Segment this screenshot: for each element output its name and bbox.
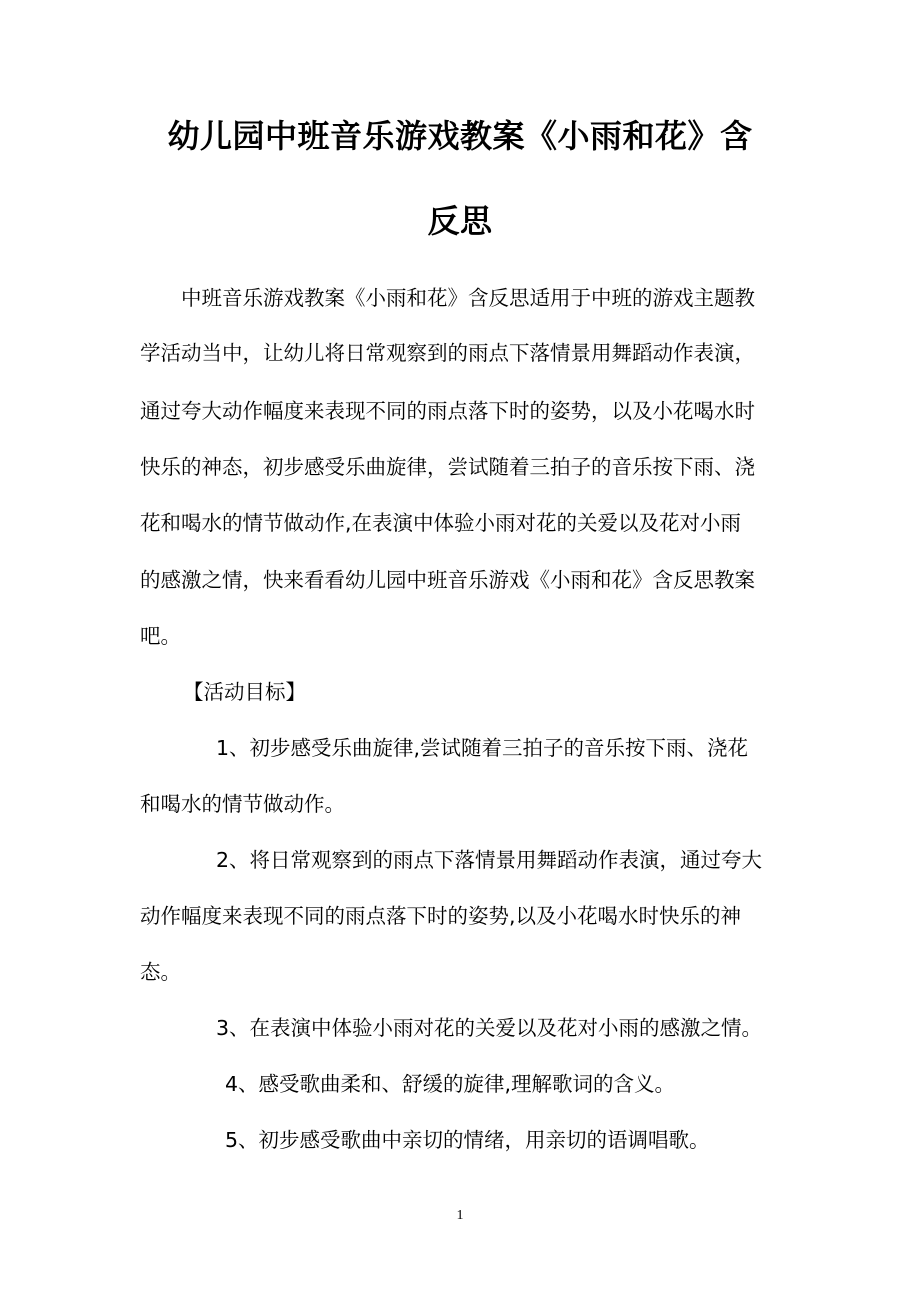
goal-line: 1、初步感受乐曲旋律,尝试随着三拍子的音乐按下雨、浇花 — [216, 736, 749, 760]
section-heading: 【活动目标】 — [183, 680, 306, 704]
goal-line: 5、初步感受歌曲中亲切的情绪，用亲切的语调唱歌。 — [225, 1128, 710, 1152]
intro-line: 快乐的神态，初步感受乐曲旋律，尝试随着三拍子的音乐按下雨、浇 — [140, 455, 755, 479]
intro-line: 吧。 — [140, 624, 181, 648]
goal-line: 动作幅度来表现不同的雨点落下时的姿势,以及小花喝水时快乐的神 — [140, 904, 742, 928]
document-title-line-2: 反思 — [427, 202, 493, 240]
intro-line: 学活动当中，让幼儿将日常观察到的雨点下落情景用舞蹈动作表演， — [140, 341, 755, 365]
goal-line: 态。 — [140, 960, 181, 984]
page-number: 1 — [456, 1208, 464, 1223]
goal-line: 2、将日常观察到的雨点下落情景用舞蹈动作表演，通过夸大 — [216, 848, 763, 872]
goal-line: 和喝水的情节做动作。 — [140, 792, 345, 816]
goal-line: 3、在表演中体验小雨对花的关爱以及花对小雨的感激之情。 — [216, 1016, 763, 1040]
document-title-line-1: 幼儿园中班音乐游戏教案《小雨和花》含 — [167, 117, 753, 155]
intro-line: 中班音乐游戏教案《小雨和花》含反思适用于中班的游戏主题教 — [181, 286, 755, 310]
intro-line: 通过夸大动作幅度来表现不同的雨点落下时的姿势，以及小花喝水时 — [140, 399, 755, 423]
goal-line: 4、感受歌曲柔和、舒缓的旋律,理解歌词的含义。 — [225, 1072, 676, 1096]
intro-line: 的感激之情，快来看看幼儿园中班音乐游戏《小雨和花》含反思教案 — [140, 568, 755, 592]
intro-line: 花和喝水的情节做动作,在表演中体验小雨对花的关爱以及花对小雨 — [140, 511, 742, 535]
